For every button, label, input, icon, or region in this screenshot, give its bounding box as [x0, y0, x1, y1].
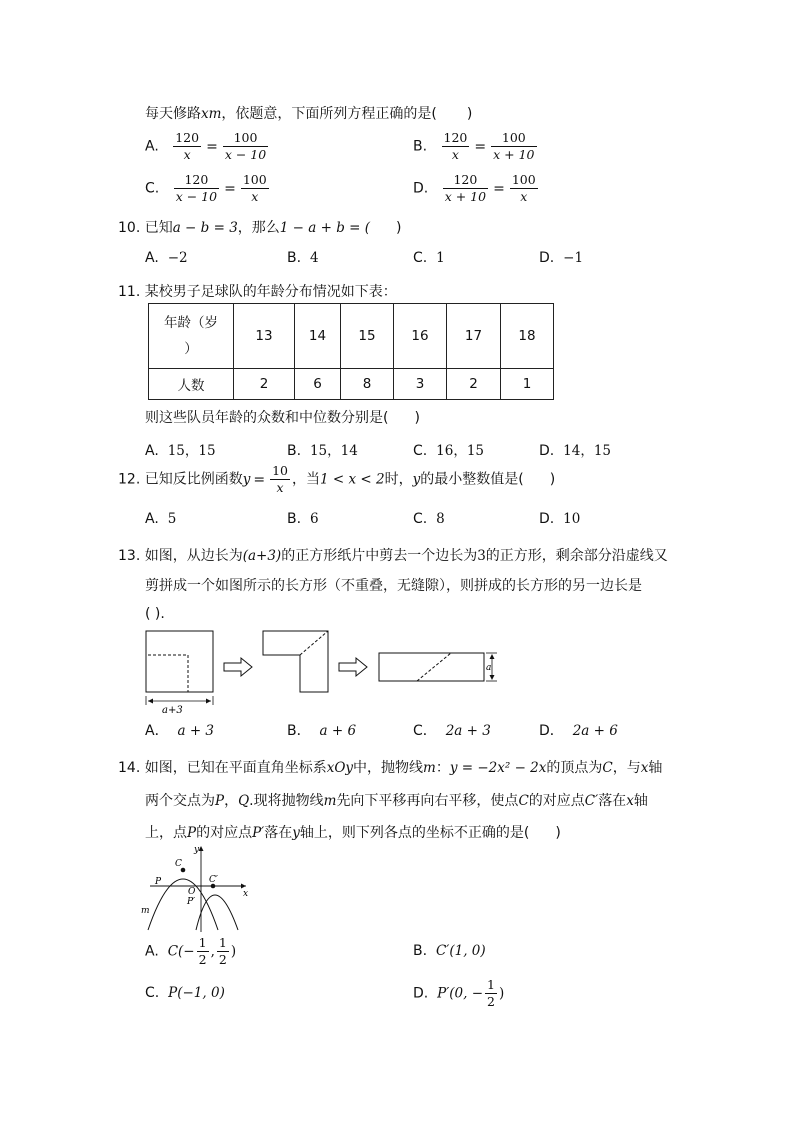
- cut-line: [148, 655, 188, 692]
- arrow-right-icon: [339, 658, 367, 676]
- q10-stem: 10. 已知a − b = 3，那么1 − a + b = ( ): [118, 220, 402, 236]
- option-label: A.: [145, 138, 159, 155]
- q13-figure: [140, 625, 510, 715]
- table-cell: 17: [447, 304, 501, 369]
- table-cell: 1: [501, 369, 554, 400]
- option-label: B.: [413, 138, 428, 155]
- label-c-prime: C′: [209, 875, 218, 885]
- q9-stem: [145, 103, 472, 123]
- q9-option-b[interactable]: B. $\frac{120}{x}$ = $\frac{100}{x + 10}$: [413, 130, 535, 162]
- q13-stem-line2: 剪拼成一个如图所示的长方形（不重叠，无缝隙），则拼成的长方形的另一边长是: [145, 578, 642, 594]
- q11-option-a[interactable]: A. 15，15: [145, 443, 216, 459]
- table-header-cell: 年龄（岁 ）: [149, 304, 234, 369]
- square-shape: [146, 631, 213, 692]
- q13-stem-line3: ( ).: [145, 606, 165, 622]
- q13-option-d[interactable]: D． 2a + 6: [539, 723, 618, 739]
- q12-option-c[interactable]: C. 8: [413, 511, 445, 527]
- table-cell: 6: [295, 369, 341, 400]
- question-number: 13.: [118, 548, 141, 564]
- rectangle-shape: [379, 653, 484, 681]
- q14-graph: [138, 842, 258, 934]
- q10-option-b[interactable]: B. 4: [287, 250, 319, 266]
- label-m: m: [141, 906, 150, 916]
- q10-option-d[interactable]: D. −1: [539, 250, 584, 266]
- q12-stem: 12. 已知反比例函数y = $\frac{10}{x}$ ，当1 < x < 2时，y的最小整数值是( ): [118, 463, 556, 495]
- label-p: P: [155, 877, 162, 887]
- q13-option-b[interactable]: B． a + 6: [287, 723, 357, 739]
- table-cell: 2: [447, 369, 501, 400]
- q12-option-a[interactable]: A. 5: [145, 511, 177, 527]
- table-cell: 18: [501, 304, 554, 369]
- q9-option-a[interactable]: A. $\frac{120}{x}$ = $\frac{100}{x - 10}$: [145, 130, 267, 162]
- q11-stem: 11. 某校男子足球队的年龄分布情况如下表：: [118, 284, 397, 300]
- fraction: $\frac{120}{x}$: [175, 130, 200, 162]
- q14-stem-line2: 两个交点为P，Q.现将抛物线m先向下平移再向右平移，使点C的对应点C′落在x轴: [145, 793, 648, 809]
- q9-stem-text-a: 每天修路: [145, 106, 201, 122]
- q9-stem-close: ): [466, 106, 473, 122]
- table-cell: 8: [341, 369, 394, 400]
- q12-option-b[interactable]: B. 6: [287, 511, 319, 527]
- question-number: 10.: [118, 220, 141, 236]
- q14-option-b[interactable]: B. C′(1, 0): [413, 943, 486, 959]
- fraction: $\frac{100}{x}$: [511, 172, 536, 204]
- fraction: $\frac{10}{x}$: [272, 463, 288, 495]
- question-number: 12.: [118, 471, 141, 488]
- label-o: O: [188, 887, 196, 897]
- question-number: 14.: [118, 760, 141, 776]
- q11-option-d[interactable]: D. 14，15: [539, 443, 611, 459]
- table-cell: 15: [341, 304, 394, 369]
- fraction: $\frac{1}{2}$: [198, 935, 207, 967]
- cut-line: [300, 631, 328, 655]
- q14-stem-line1: 14. 如图，已知在平面直角坐标系xOy中，抛物线m：y = −2x² − 2x的顶点为C，与x轴: [118, 760, 663, 776]
- side-label: a: [486, 663, 492, 673]
- label-c: C: [175, 859, 182, 869]
- q11-option-b[interactable]: B. 15，14: [287, 443, 358, 459]
- table-header-cell: 人数: [149, 369, 234, 400]
- q9-stem-text-b: ，依题意，下面所列方程正确的是(: [221, 106, 437, 122]
- fraction: $\frac{120}{x - 10}$: [175, 172, 218, 204]
- parabola-shifted: [196, 895, 238, 930]
- table-cell: 16: [394, 304, 447, 369]
- table-cell: 13: [234, 304, 295, 369]
- x-axis-label: x: [243, 889, 249, 899]
- fraction: $\frac{100}{x + 10}$: [493, 130, 535, 162]
- q9-option-d[interactable]: D. $\frac{120}{x + 10}$ = $\frac{100}{x}$: [413, 172, 536, 204]
- q13-option-a[interactable]: A． a + 3: [145, 723, 215, 739]
- q10-option-a[interactable]: A. −2: [145, 250, 188, 266]
- question-number: 11.: [118, 284, 141, 300]
- cut-line: [417, 653, 451, 681]
- q10-option-c[interactable]: C. 1: [413, 250, 445, 266]
- y-axis-label: y: [194, 845, 200, 855]
- table-cell: 2: [234, 369, 295, 400]
- q14-stem-line3: 上，点P的对应点P′落在y轴上，则下列各点的坐标不正确的是( ): [145, 825, 561, 841]
- q13-option-c[interactable]: C． 2a + 3: [413, 723, 491, 739]
- table-row: [149, 304, 554, 369]
- q11-question: 则这些队员年龄的众数和中位数分别是( ): [145, 410, 420, 426]
- age-distribution-table: [148, 303, 554, 400]
- q14-option-a[interactable]: A. C(− $\frac{1}{2}$ , $\frac{1}{2}$ ): [145, 935, 237, 967]
- table-cell: 3: [394, 369, 447, 400]
- fraction: $\frac{100}{x - 10}$: [224, 130, 267, 162]
- q9-stem-var: xm: [201, 106, 222, 122]
- fraction: $\frac{1}{2}$: [218, 935, 227, 967]
- option-label: D.: [413, 180, 429, 197]
- option-label: C.: [145, 180, 160, 197]
- q9-option-c[interactable]: C. $\frac{120}{x - 10}$ = $\frac{100}{x}$: [145, 172, 267, 204]
- table-row: [149, 369, 554, 400]
- arrow-right-icon: [224, 658, 252, 676]
- q14-option-d[interactable]: D. P′(0, − $\frac{1}{2}$ ): [413, 977, 505, 1009]
- q12-option-d[interactable]: D. 10: [539, 511, 581, 527]
- fraction: $\frac{120}{x + 10}$: [444, 172, 487, 204]
- dimension-label: a+3: [162, 705, 183, 715]
- fraction: $\frac{100}{x}$: [242, 172, 267, 204]
- q14-option-c[interactable]: C. P(−1, 0): [145, 985, 225, 1001]
- fraction: $\frac{120}{x}$: [443, 130, 468, 162]
- q13-stem-line1: 13. 如图，从边长为(a+3)的正方形纸片中剪去一个边长为3的正方形，剩余部分沿虚线又: [118, 548, 668, 564]
- l-shape: [263, 631, 328, 692]
- label-p-prime: P′: [187, 897, 196, 907]
- fraction: $\frac{1}{2}$: [487, 977, 495, 1009]
- table-cell: 14: [295, 304, 341, 369]
- q11-option-c[interactable]: C. 16，15: [413, 443, 484, 459]
